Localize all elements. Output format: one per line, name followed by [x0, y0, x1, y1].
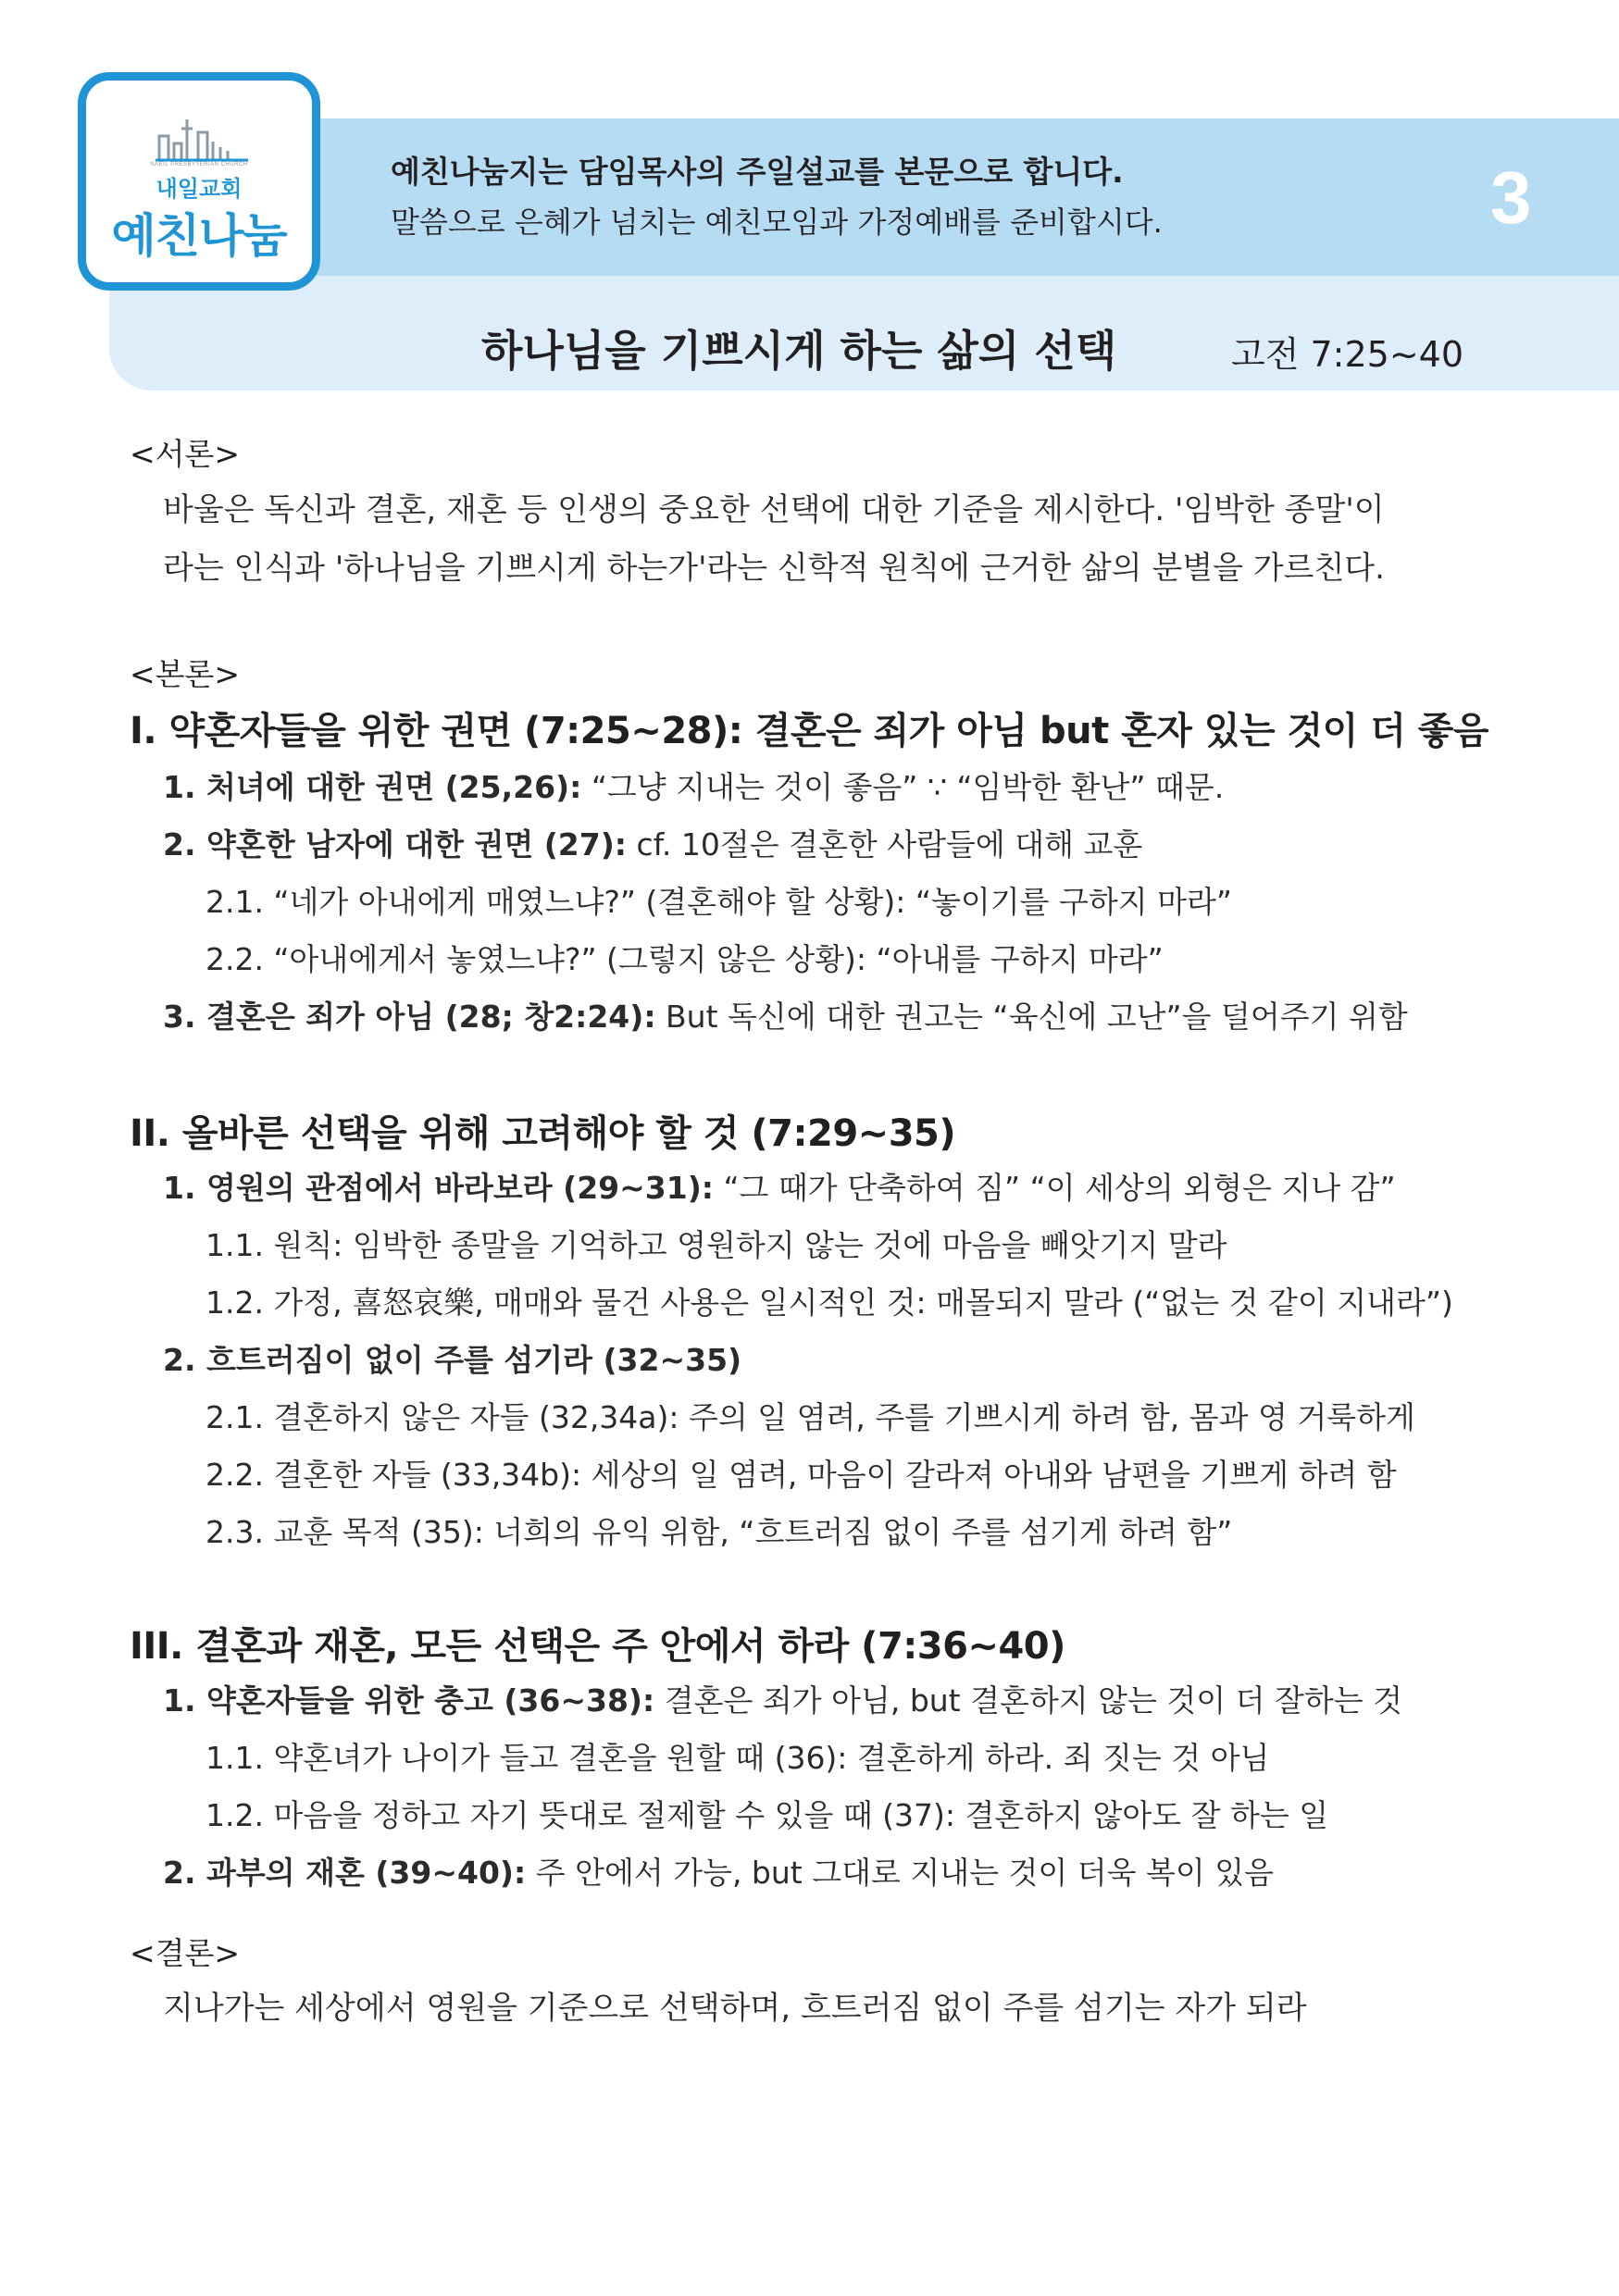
point-item: 2. 과부의 재혼 (39~40): 주 안에서 가능, but 그대로 지내는 것이 더욱 복이 있음	[163, 1855, 1274, 1891]
logo-brand: 예친나눔	[111, 210, 287, 262]
point-item: 3. 결혼은 죄가 아님 (28; 창2:24): But 독신에 대한 권고는 “육신에 고난”을 덜어주기 위함	[163, 999, 1408, 1035]
point-item: 1. 영원의 관점에서 바라보라 (29~31): “그 때가 단축하여 짐” “이 세상의 외형은 지나 감”	[163, 1170, 1396, 1206]
church-logo	[78, 72, 320, 291]
point-item: 2. 흐트러짐이 없이 주를 섬기라 (32~35)	[163, 1342, 742, 1378]
sub-point: 1.1. 원칙: 임박한 종말을 기억하고 영원하지 않는 것에 마음을 빼앗기지 말라	[205, 1227, 1227, 1263]
sub-point: 2.1. 결혼하지 않은 자들 (32,34a): 주의 일 염려, 주를 기쁘시게 하려 함, 몸과 영 거룩하게	[205, 1399, 1415, 1435]
section-heading: III. 결혼과 재혼, 모든 선택은 주 안에서 하라 (7:36~40)	[130, 1625, 1065, 1668]
conclusion-line: 지나가는 세상에서 영원을 기준으로 선택하며, 흐트러짐 없이 주를 섬기는 자가 되라	[163, 1990, 1307, 2027]
main-label: <본론>	[130, 656, 241, 692]
header-line-2: 말씀으로 은혜가 넘치는 예친모임과 가정예배를 준비합시다.	[391, 205, 1163, 240]
sub-point: 2.3. 교훈 목적 (35): 너희의 유익 위함, “흐트러짐 없이 주를 섬기게 하려 함”	[205, 1514, 1233, 1550]
sub-point: 2.2. 결혼한 자들 (33,34b): 세상의 일 염려, 마음이 갈라져 아내와 남편을 기쁘게 하려 함	[205, 1457, 1397, 1493]
intro-line: 바울은 독신과 결혼, 재혼 등 인생의 중요한 선택에 대한 기준을 제시한다. '임박한 종말'이	[163, 491, 1385, 528]
intro-line: 라는 인식과 '하나님을 기쁘시게 하는가'라는 신학적 원칙에 근거한 삶의 분별을 가르친다.	[163, 550, 1385, 587]
point-item: 1. 약혼자들을 위한 충고 (36~38): 결혼은 죄가 아님, but 결혼하지 않는 것이 더 잘하는 것	[163, 1682, 1402, 1719]
sub-point: 1.2. 마음을 정하고 자기 뜻대로 절제할 수 있을 때 (37): 결혼하지 않아도 잘 하는 일	[205, 1797, 1329, 1833]
point-item: 2. 약혼한 남자에 대한 권면 (27): cf. 10절은 결혼한 사람들에 대해 교훈	[163, 826, 1143, 863]
sub-point: 2.2. “아내에게서 놓였느냐?” (그렇지 않은 상황): “아내를 구하지 마라”	[205, 941, 1164, 977]
section-heading: II. 올바른 선택을 위해 고려해야 할 것 (7:29~35)	[130, 1112, 956, 1155]
logo-tagline: NAEIL PRESBYTERIAN CHURCH	[150, 162, 248, 168]
sermon-title: 하나님을 기쁘시게 하는 삶의 선택	[481, 326, 1117, 376]
page-number: 3	[1490, 156, 1532, 239]
sub-point: 2.1. “네가 아내에게 매였느냐?” (결혼해야 할 상황): “놓이기를 구하지 마라”	[205, 884, 1232, 920]
header-line-1: 예친나눔지는 담임목사의 주일설교를 본문으로 합니다.	[391, 154, 1124, 190]
point-item: 1. 처녀에 대한 권면 (25,26): “그냥 지내는 것이 좋음” ∵ “임박한 환난” 때문.	[163, 769, 1225, 805]
scripture-reference: 고전 7:25~40	[1231, 334, 1464, 375]
logo-church-name: 내일교회	[156, 177, 243, 202]
church-skyline-icon	[156, 116, 248, 162]
intro-label: <서론>	[130, 436, 241, 472]
sub-point: 1.2. 가정, 喜怒哀樂, 매매와 물건 사용은 일시적인 것: 매몰되지 말라 (“없는 것 같이 지내라”)	[205, 1285, 1453, 1321]
section-heading: I. 약혼자들을 위한 권면 (7:25~28): 결혼은 죄가 아님 but 혼자 있는 것이 더 좋음	[130, 710, 1489, 752]
sub-point: 1.1. 약혼녀가 나이가 들고 결혼을 원할 때 (36): 결혼하게 하라. 죄 짓는 것 아님	[205, 1740, 1270, 1776]
header-band	[315, 118, 1619, 276]
conclusion-label: <결론>	[130, 1935, 241, 1971]
